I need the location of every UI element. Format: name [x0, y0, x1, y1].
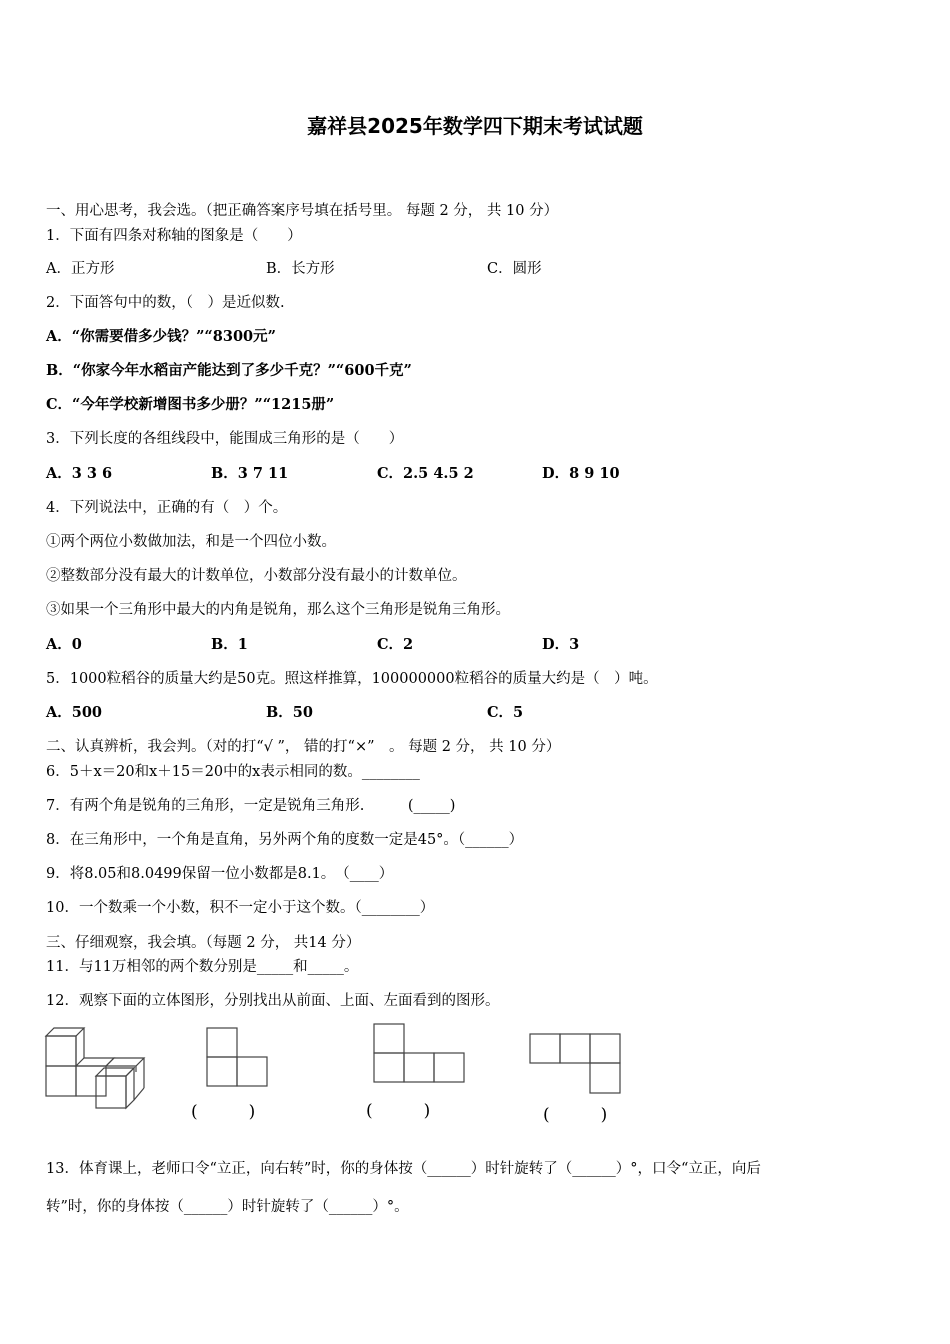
view-figure-2 — [372, 1022, 466, 1084]
q9: 9．将8.05和8.0499保留一位小数都是8.1。 （____） — [46, 866, 394, 882]
q2-option-a: A．“你需要借多少钱？”“8300元” — [46, 328, 276, 345]
q13-line-2: 转”时，你的身体按（______）时针旋转了（______）°。 — [46, 1199, 409, 1215]
q11: 11．与11万相邻的两个数分别是_____和_____。 — [46, 959, 359, 975]
q4-option-b: B．1 — [211, 636, 248, 653]
q3-option-b: B．3 7 11 — [211, 465, 289, 482]
q1-stem: 1．下面有四条对称轴的图象是（ ） — [46, 228, 302, 244]
q12-answer-blank-3[interactable]: ( ) — [543, 1105, 608, 1125]
view-figure-3 — [528, 1032, 622, 1096]
q4-option-a: A．0 — [46, 636, 82, 653]
q4-statement-2: ②整数部分没有最大的计数单位，小数部分没有最小的计数单位。 — [46, 568, 467, 584]
section-3-heading: 三、仔细观察，我会填。（每题 2 分， 共14 分） — [46, 935, 361, 951]
q7: 7．有两个角是锐角的三角形，一定是锐角三角形. (_____) — [46, 798, 456, 814]
cube-solid-figure — [42, 1024, 150, 1112]
q1-option-a: A．正方形 — [46, 261, 115, 277]
view-figure-1 — [205, 1026, 269, 1088]
q5-stem: 5．1000粒稻谷的质量大约是50克。照这样推算，100000000粒稻谷的质量大约是（ ）吨。 — [46, 671, 658, 687]
q2-option-c: C．“今年学校新增图书多少册？”“1215册” — [46, 396, 335, 413]
q5-option-b: B．50 — [266, 704, 313, 721]
q13-line-1: 13．体育课上，老师口令“立正，向右转”时，你的身体按（______）时针旋转了（______）°，口令“立正，向后 — [46, 1161, 761, 1177]
q3-stem: 3．下列长度的各组线段中，能围成三角形的是（ ） — [46, 431, 404, 447]
q4-option-c: C．2 — [377, 636, 414, 653]
q4-statement-1: ①两个两位小数做加法，和是一个四位小数。 — [46, 534, 336, 550]
q2-option-b: B．“你家今年水稻亩产能达到了多少千克？”“600千克” — [46, 362, 412, 379]
q12-answer-blank-1[interactable]: ( ) — [191, 1102, 256, 1122]
q6: 6．5＋x＝20和x＋15＝20中的x表示相同的数。________ — [46, 764, 420, 780]
section-1-heading: 一、用心思考，我会选。（把正确答案序号填在括号里。 每题 2 分， 共 10 分） — [46, 203, 559, 219]
q3-option-a: A．3 3 6 — [46, 465, 113, 482]
q1-option-c: C．圆形 — [487, 261, 542, 277]
q8: 8．在三角形中，一个角是直角，另外两个角的度数一定是45°。（______） — [46, 832, 524, 848]
page-title: 嘉祥县2025年数学四下期末考试试题 — [307, 114, 643, 138]
q4-stem: 4．下列说法中，正确的有（ ）个。 — [46, 500, 288, 516]
q4-statement-3: ③如果一个三角形中最大的内角是锐角，那么这个三角形是锐角三角形。 — [46, 602, 510, 618]
q3-option-d: D．8 9 10 — [542, 465, 620, 482]
q4-option-d: D．3 — [542, 636, 580, 653]
q5-option-a: A．500 — [46, 704, 103, 721]
q10: 10．一个数乘一个小数，积不一定小于这个数。（________） — [46, 900, 435, 916]
q5-option-c: C．5 — [487, 704, 524, 721]
section-2-heading: 二、认真辨析，我会判。（对的打“√ ”， 错的打“×” 。 每题 2 分， 共 10 分） — [46, 739, 561, 755]
q1-option-b: B．长方形 — [266, 261, 335, 277]
q12-stem: 12．观察下面的立体图形，分别找出从前面、上面、左面看到的图形。 — [46, 993, 500, 1009]
q2-stem: 2．下面答句中的数，（ ）是近似数. — [46, 295, 285, 311]
q12-answer-blank-2[interactable]: ( ) — [366, 1101, 431, 1121]
q3-option-c: C．2.5 4.5 2 — [377, 465, 474, 482]
